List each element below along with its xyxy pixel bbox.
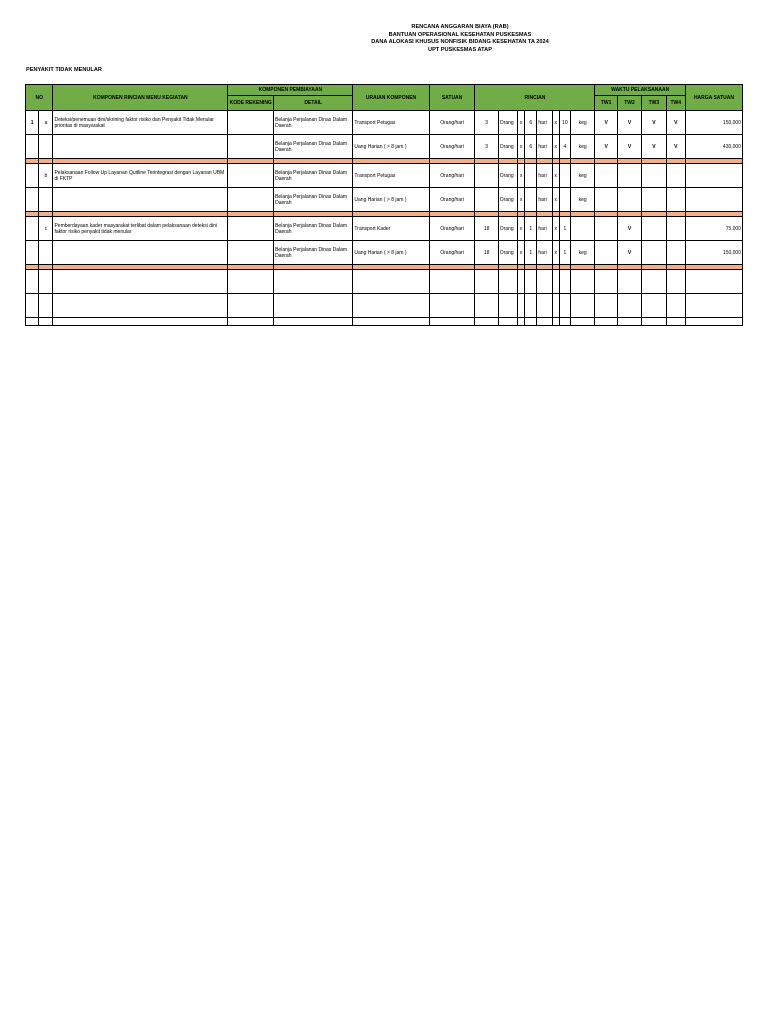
cell-qty-1: 3	[475, 111, 498, 135]
cell-tw2: V	[617, 111, 641, 135]
cell-tw3: V	[642, 111, 666, 135]
cell-no: 1	[26, 111, 39, 135]
cell-tw4	[666, 188, 685, 212]
cell-unit-2: hari	[537, 111, 552, 135]
cell-detail: Belanja Perjalanan Dinas Dalam Daerah	[274, 111, 353, 135]
cell-uraian: Uang Harian ( > 8 jam )	[353, 241, 429, 265]
cell-tw1	[595, 217, 617, 241]
cell-qty-1: 3	[475, 135, 498, 159]
cell-qty-2: 1	[525, 217, 537, 241]
cell-unit-1: Orang	[498, 241, 517, 265]
cell-detail: Belanja Perjalanan Dinas Dalam Daerah	[274, 241, 353, 265]
cell-tw2	[617, 188, 641, 212]
cell-unit-1: Orang	[498, 135, 517, 159]
cell-detail: Belanja Perjalanan Dinas Dalam Daerah	[274, 164, 353, 188]
cell-unit-1: Orang	[498, 188, 517, 212]
cell-sub: c	[39, 217, 53, 241]
cell-unit-2: hari	[537, 241, 552, 265]
cell-unit-1: Orang	[498, 217, 517, 241]
col-komponen-pembiayaan: KOMPONEN PEMBIAYAAN	[228, 85, 353, 96]
cell-menu: Pemberdayaan kader masyarakat terlibat dalam pelaksanaan deteksi dini faktor risiko penyakit tidak menular	[53, 217, 228, 241]
cell-menu: Pelaksanaan Follow Up Layanan Quitline Terintegrasi dengan Layanan UBM di FKTP	[53, 164, 228, 188]
table-row	[26, 111, 743, 135]
cell-kode	[228, 111, 274, 135]
cell-unit-3: keg	[570, 188, 595, 212]
cell-qty-3	[559, 188, 570, 212]
cell-unit-2: hari	[537, 164, 552, 188]
cell-harga: 75,000	[685, 217, 742, 241]
col-satuan: SATUAN	[429, 85, 475, 111]
cell-times-2: x	[552, 135, 559, 159]
cell-sub: a	[39, 111, 53, 135]
table-row	[26, 241, 743, 265]
cell-uraian: Transport Petugas	[353, 164, 429, 188]
cell-qty-2	[525, 188, 537, 212]
cell-qty-3	[559, 164, 570, 188]
cell-qty-2: 1	[525, 241, 537, 265]
cell-unit-2: hari	[537, 135, 552, 159]
cell-unit-3	[570, 217, 595, 241]
cell-qty-3: 1	[559, 217, 570, 241]
cell-qty-1: 18	[475, 241, 498, 265]
empty-row	[26, 294, 743, 318]
cell-satuan: Orang/hari	[429, 217, 475, 241]
cell-unit-3: keg	[570, 135, 595, 159]
header-subtitle-1: BANTUAN OPERASIONAL KESEHATAN PUSKESMAS	[388, 31, 532, 38]
cell-tw3	[642, 164, 666, 188]
col-waktu: WAKTU PELAKSANAAN	[595, 85, 685, 96]
cell-detail: Belanja Perjalanan Dinas Dalam Daerah	[274, 188, 353, 212]
cell-unit-1: Orang	[498, 164, 517, 188]
cell-sub	[39, 241, 53, 265]
cell-times-1: x	[518, 135, 525, 159]
cell-qty-2: 6	[525, 135, 537, 159]
cell-qty-2: 6	[525, 111, 537, 135]
cell-harga	[685, 164, 742, 188]
cell-times-2: x	[552, 188, 559, 212]
cell-no	[26, 217, 39, 241]
cell-no	[26, 241, 39, 265]
cell-menu	[53, 188, 228, 212]
header-subtitle-2: DANA ALOKASI KHUSUS NONFISIK BIDANG KESEHATAN TA 2024	[371, 39, 549, 46]
cell-times-2: x	[552, 164, 559, 188]
cell-uraian: Transport Kader	[353, 217, 429, 241]
cell-harga: 430,000	[685, 135, 742, 159]
cell-qty-2	[525, 164, 537, 188]
col-rincian: RINCIAN	[475, 85, 595, 111]
cell-harga: 150,000	[685, 111, 742, 135]
header-subtitle-3: UPT PUSKESMAS ATAP	[428, 46, 492, 53]
cell-no	[26, 135, 39, 159]
cell-qty-1: 18	[475, 217, 498, 241]
cell-kode	[228, 188, 274, 212]
cell-sub	[39, 135, 53, 159]
cell-times-1: x	[518, 188, 525, 212]
col-detail: DETAIL	[274, 96, 353, 111]
cell-tw1: V	[595, 111, 617, 135]
col-tw3: TW3	[642, 96, 666, 111]
cell-satuan: Orang/hari	[429, 188, 475, 212]
cell-tw2: V	[617, 135, 641, 159]
cell-unit-3: keg	[570, 111, 595, 135]
cell-sub: b	[39, 164, 53, 188]
cell-tw4	[666, 217, 685, 241]
cell-tw4: V	[666, 135, 685, 159]
col-no: NO	[26, 85, 53, 111]
empty-row	[26, 270, 743, 294]
header-title: RENCANA ANGGARAN BIAYA (RAB)	[411, 24, 509, 30]
cell-tw1	[595, 241, 617, 265]
cell-tw2: V	[617, 217, 641, 241]
cell-times-2: x	[552, 217, 559, 241]
cell-times-1: x	[518, 111, 525, 135]
col-harga: HARGA SATUAN	[685, 85, 742, 111]
cell-kode	[228, 135, 274, 159]
cell-kode	[228, 217, 274, 241]
cell-qty-3: 4	[559, 135, 570, 159]
col-tw2: TW2	[617, 96, 641, 111]
empty-row	[26, 318, 743, 326]
cell-uraian: Uang Harian ( > 8 jam )	[353, 135, 429, 159]
cell-times-1: x	[518, 217, 525, 241]
cell-harga: 150,000	[685, 241, 742, 265]
rab-table	[25, 84, 743, 326]
cell-times-2: x	[552, 241, 559, 265]
cell-kode	[228, 164, 274, 188]
cell-tw2: V	[617, 241, 641, 265]
table-row	[26, 135, 743, 159]
cell-unit-2: hari	[537, 217, 552, 241]
cell-tw1: V	[595, 135, 617, 159]
cell-tw4: V	[666, 111, 685, 135]
cell-menu: Deteksi/penemuan dini/skrining faktor risiko dan Penyakit Tidak Menular prioritas di masyarakat	[53, 111, 228, 135]
cell-satuan: Orang/hari	[429, 111, 475, 135]
cell-tw3	[642, 241, 666, 265]
cell-times-1: x	[518, 164, 525, 188]
cell-kode	[228, 241, 274, 265]
col-uraian: URAIAN KOMPONEN	[353, 85, 429, 111]
cell-detail: Belanja Perjalanan Dinas Dalam Daerah	[274, 217, 353, 241]
cell-no	[26, 188, 39, 212]
cell-uraian: Transport Petugas	[353, 111, 429, 135]
cell-satuan: Orang/hari	[429, 135, 475, 159]
cell-unit-1: Orang	[498, 111, 517, 135]
cell-unit-2: hari	[537, 188, 552, 212]
cell-no	[26, 164, 39, 188]
document-header	[0, 24, 768, 54]
cell-qty-3: 10	[559, 111, 570, 135]
table-row	[26, 217, 743, 241]
cell-tw1	[595, 164, 617, 188]
cell-tw1	[595, 188, 617, 212]
table-row	[26, 164, 743, 188]
cell-uraian: Uang Harian ( > 8 jam )	[353, 188, 429, 212]
col-komponen-rincian: KOMPONEN RINCIAN MENU KEGIATAN	[53, 85, 228, 111]
cell-detail: Belanja Perjalanan Dinas Dalam Daerah	[274, 135, 353, 159]
col-tw1: TW1	[595, 96, 617, 111]
cell-sub	[39, 188, 53, 212]
cell-tw2	[617, 164, 641, 188]
cell-menu	[53, 241, 228, 265]
cell-qty-1	[475, 188, 498, 212]
col-kode-rekening: KODE REKENING	[228, 96, 274, 111]
cell-satuan: Orang/hari	[429, 164, 475, 188]
cell-tw3	[642, 217, 666, 241]
cell-menu	[53, 135, 228, 159]
cell-unit-3: keg	[570, 164, 595, 188]
cell-harga	[685, 188, 742, 212]
cell-times-1: x	[518, 241, 525, 265]
cell-qty-1	[475, 164, 498, 188]
cell-tw4	[666, 164, 685, 188]
cell-qty-3: 1	[559, 241, 570, 265]
section-title: PENYAKIT TIDAK MENULAR	[26, 67, 102, 73]
cell-times-2: x	[552, 111, 559, 135]
cell-unit-3: keg	[570, 241, 595, 265]
cell-satuan: Orang/hari	[429, 241, 475, 265]
cell-tw3	[642, 188, 666, 212]
table-row	[26, 188, 743, 212]
cell-tw3: V	[642, 135, 666, 159]
col-tw4: TW4	[666, 96, 685, 111]
cell-tw4	[666, 241, 685, 265]
